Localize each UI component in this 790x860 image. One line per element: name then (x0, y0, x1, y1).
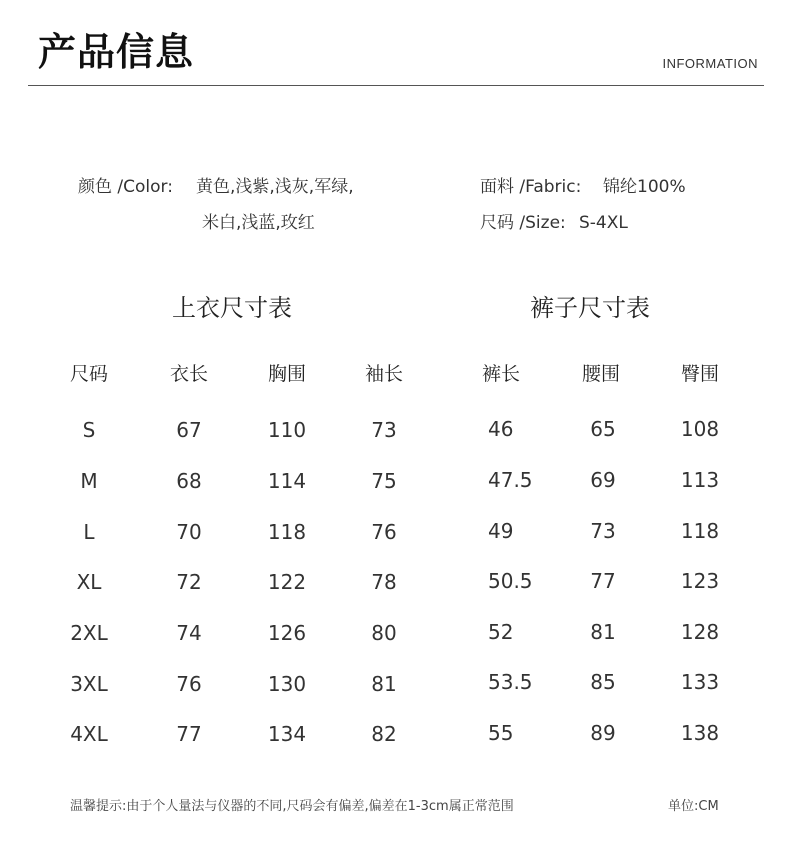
size-cell: 4XL (70, 722, 108, 746)
header-sleeve: 袖长 (364, 363, 403, 385)
pants-length-cell: 47.5 (488, 468, 533, 492)
length-cell: 68 (176, 469, 202, 493)
waist-cell: 69 (590, 468, 616, 492)
size-cell: 2XL (70, 621, 108, 645)
hip-cell: 133 (680, 670, 720, 694)
header-hip: 臀围 (680, 363, 719, 385)
header-chest: 胸围 (267, 363, 306, 385)
length-cell: 72 (176, 570, 202, 594)
header-length: 衣长 (169, 363, 208, 385)
waist-cell: 73 (590, 519, 616, 543)
unit-note: 单位:CM (668, 799, 719, 814)
sleeve-cell: 80 (371, 621, 397, 645)
size-cell: 3XL (70, 672, 108, 696)
chest-cell: 134 (267, 722, 307, 746)
color-label: 颜色 /Color: (78, 177, 173, 197)
header-waist: 腰围 (581, 363, 620, 385)
sleeve-cell: 76 (371, 520, 397, 544)
header-size: 尺码 (69, 363, 108, 385)
length-cell: 70 (176, 520, 202, 544)
waist-cell: 89 (590, 721, 616, 745)
waist-cell: 65 (590, 417, 616, 441)
size-value: S-4XL (579, 213, 628, 233)
measurement-note: 温馨提示:由于个人量法与仪器的不同,尺码会有偏差,偏差在1-3cm属正常范围 (70, 799, 514, 814)
size-cell: M (80, 469, 98, 493)
pants-size-table-title: 裤子尺寸表 (530, 294, 650, 322)
sleeve-cell: 75 (371, 469, 397, 493)
hip-cell: 108 (680, 417, 720, 441)
hip-cell: 113 (680, 468, 720, 492)
waist-cell: 81 (590, 620, 616, 644)
waist-cell: 77 (590, 569, 616, 593)
chest-cell: 114 (267, 469, 307, 493)
hip-cell: 138 (680, 721, 720, 745)
chest-cell: 122 (267, 570, 307, 594)
pants-length-cell: 53.5 (488, 670, 533, 694)
pants-length-cell: 55 (488, 721, 514, 745)
header-divider (28, 85, 764, 86)
sleeve-cell: 82 (371, 722, 397, 746)
color-values-line1: 黄色,浅紫,浅灰,军绿, (196, 177, 354, 197)
hip-cell: 123 (680, 569, 720, 593)
information-tag: INFORMATION (662, 56, 758, 71)
length-cell: 76 (176, 672, 202, 696)
size-cell: L (83, 520, 95, 544)
fabric-label: 面料 /Fabric: (480, 177, 582, 197)
color-values-line2: 米白,浅蓝,玫红 (202, 213, 315, 233)
sleeve-cell: 78 (371, 570, 397, 594)
hip-cell: 118 (680, 519, 720, 543)
chest-cell: 130 (267, 672, 307, 696)
chest-cell: 110 (267, 418, 307, 442)
waist-cell: 85 (590, 670, 616, 694)
page-title: 产品信息 (38, 30, 195, 74)
chest-cell: 126 (267, 621, 307, 645)
chest-cell: 118 (267, 520, 307, 544)
sleeve-cell: 81 (371, 672, 397, 696)
header-pants-length: 裤长 (481, 363, 520, 385)
length-cell: 74 (176, 621, 202, 645)
top-size-table-title: 上衣尺寸表 (172, 294, 292, 322)
length-cell: 67 (176, 418, 202, 442)
pants-length-cell: 46 (488, 417, 514, 441)
fabric-value: 锦纶100% (603, 177, 686, 197)
length-cell: 77 (176, 722, 202, 746)
size-label: 尺码 /Size: (480, 213, 566, 233)
pants-length-cell: 49 (488, 519, 514, 543)
size-cell: XL (76, 570, 102, 594)
pants-length-cell: 52 (488, 620, 514, 644)
size-cell: S (82, 418, 96, 442)
sleeve-cell: 73 (371, 418, 397, 442)
pants-length-cell: 50.5 (488, 569, 533, 593)
hip-cell: 128 (680, 620, 720, 644)
